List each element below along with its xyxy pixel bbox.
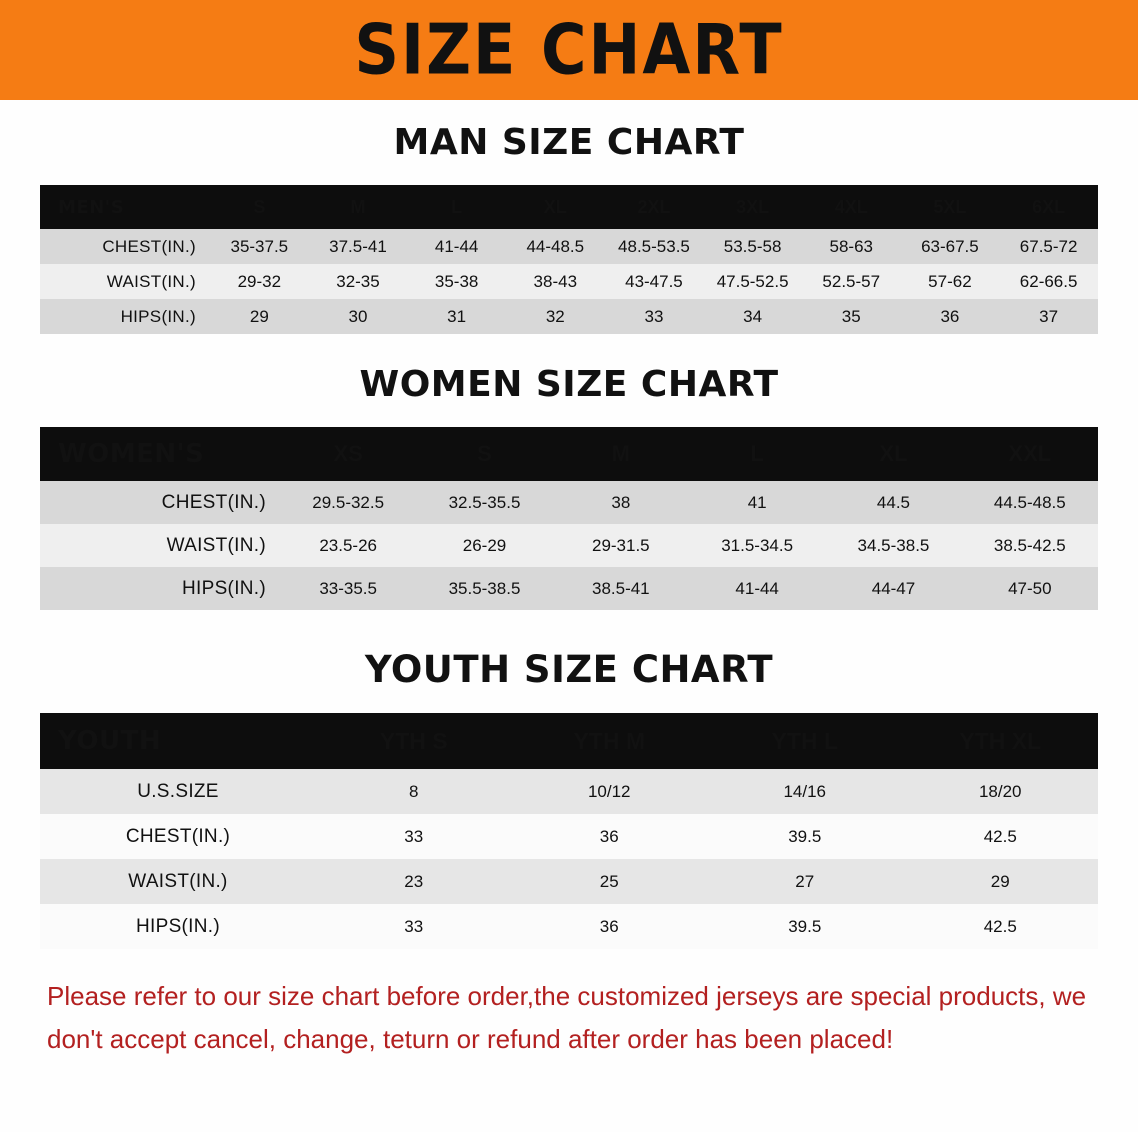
youth-row-label-3: HIPS(IN.) [40, 904, 316, 949]
women-row-label-2: HIPS(IN.) [40, 567, 280, 610]
youth-cell-2-0: 23 [316, 859, 512, 904]
women-row-label-1: WAIST(IN.) [40, 524, 280, 567]
youth-row-label-2: WAIST(IN.) [40, 859, 316, 904]
man-cell-2-8: 37 [999, 299, 1098, 334]
youth-cell-3-3: 42.5 [903, 904, 1099, 949]
women-cell-2-4: 44-47 [825, 567, 961, 610]
man-size-table [40, 185, 1098, 334]
women-cell-0-0: 29.5-32.5 [280, 481, 416, 524]
table-row [40, 299, 1098, 334]
man-cell-0-5: 53.5-58 [703, 229, 802, 264]
man-header-label: MEN'S [40, 185, 210, 229]
man-cell-2-0: 29 [210, 299, 309, 334]
women-cell-1-3: 31.5-34.5 [689, 524, 825, 567]
man-cell-0-2: 41-44 [407, 229, 506, 264]
man-cell-2-5: 34 [703, 299, 802, 334]
man-cell-0-6: 58-63 [802, 229, 901, 264]
man-cell-0-3: 44-48.5 [506, 229, 605, 264]
table-row [40, 859, 1098, 904]
youth-row-label-0: U.S.SIZE [40, 769, 316, 814]
page-title: SIZE CHART [354, 8, 784, 91]
man-table-wrap [40, 185, 1098, 334]
man-cell-1-8: 62-66.5 [999, 264, 1098, 299]
women-cell-0-2: 38 [553, 481, 689, 524]
women-header-label: WOMEN'S [40, 427, 280, 481]
man-section-heading: MAN SIZE CHART [393, 122, 745, 163]
man-size-col-2: L [407, 185, 506, 229]
women-cell-1-4: 34.5-38.5 [825, 524, 961, 567]
youth-size-col-0: YTH S [316, 713, 512, 769]
youth-cell-3-1: 36 [512, 904, 708, 949]
man-row-label-0: CHEST(IN.) [40, 229, 210, 264]
man-cell-2-2: 31 [407, 299, 506, 334]
man-row-label-2: HIPS(IN.) [40, 299, 210, 334]
youth-row-label-1: CHEST(IN.) [40, 814, 316, 859]
man-cell-2-4: 33 [605, 299, 704, 334]
policy-note: Please refer to our size chart before order,the customized jerseys are special products, we don't accept cancel, change, teturn or refund after order has been placed! [47, 981, 1087, 1054]
women-cell-0-1: 32.5-35.5 [416, 481, 552, 524]
man-cell-1-1: 32-35 [309, 264, 408, 299]
women-cell-2-5: 47-50 [962, 567, 1098, 610]
youth-cell-2-1: 25 [512, 859, 708, 904]
man-cell-0-1: 37.5-41 [309, 229, 408, 264]
man-cell-1-5: 47.5-52.5 [703, 264, 802, 299]
women-cell-1-0: 23.5-26 [280, 524, 416, 567]
man-cell-1-4: 43-47.5 [605, 264, 704, 299]
women-cell-2-0: 33-35.5 [280, 567, 416, 610]
man-size-col-1: M [309, 185, 408, 229]
table-row [40, 769, 1098, 814]
man-size-col-3: XL [506, 185, 605, 229]
youth-table-wrap [40, 713, 1098, 949]
youth-size-col-3: YTH XL [903, 713, 1099, 769]
youth-size-table [40, 713, 1098, 949]
man-size-col-0: S [210, 185, 309, 229]
women-row-label-0: CHEST(IN.) [40, 481, 280, 524]
women-cell-2-2: 38.5-41 [553, 567, 689, 610]
man-cell-1-3: 38-43 [506, 264, 605, 299]
table-row [40, 814, 1098, 859]
table-row [40, 264, 1098, 299]
table-row [40, 229, 1098, 264]
youth-cell-2-3: 29 [903, 859, 1099, 904]
man-size-col-5: 3XL [703, 185, 802, 229]
women-table-header-row [40, 427, 1098, 481]
table-row [40, 567, 1098, 610]
youth-cell-0-1: 10/12 [512, 769, 708, 814]
youth-cell-1-0: 33 [316, 814, 512, 859]
women-cell-2-1: 35.5-38.5 [416, 567, 552, 610]
women-size-col-5: XXL [962, 427, 1098, 481]
women-size-col-1: S [416, 427, 552, 481]
women-size-table [40, 427, 1098, 610]
youth-cell-0-3: 18/20 [903, 769, 1099, 814]
women-cell-0-3: 41 [689, 481, 825, 524]
youth-header-label: YOUTH [40, 713, 316, 769]
youth-section-heading: YOUTH SIZE CHART [364, 648, 774, 691]
youth-cell-0-2: 14/16 [707, 769, 903, 814]
youth-size-col-1: YTH M [512, 713, 708, 769]
table-row [40, 481, 1098, 524]
man-cell-2-6: 35 [802, 299, 901, 334]
women-cell-0-4: 44.5 [825, 481, 961, 524]
youth-cell-2-2: 27 [707, 859, 903, 904]
man-size-col-7: 5XL [901, 185, 1000, 229]
man-cell-1-0: 29-32 [210, 264, 309, 299]
women-table-wrap [40, 427, 1098, 610]
youth-cell-3-2: 39.5 [707, 904, 903, 949]
man-cell-1-6: 52.5-57 [802, 264, 901, 299]
man-cell-0-4: 48.5-53.5 [605, 229, 704, 264]
man-cell-0-0: 35-37.5 [210, 229, 309, 264]
women-size-col-3: L [689, 427, 825, 481]
youth-table-header-row [40, 713, 1098, 769]
man-table-header-row [40, 185, 1098, 229]
man-size-col-6: 4XL [802, 185, 901, 229]
man-cell-0-7: 63-67.5 [901, 229, 1000, 264]
man-cell-2-7: 36 [901, 299, 1000, 334]
women-size-col-4: XL [825, 427, 961, 481]
youth-cell-1-1: 36 [512, 814, 708, 859]
man-cell-1-7: 57-62 [901, 264, 1000, 299]
women-size-col-2: M [553, 427, 689, 481]
youth-size-col-2: YTH L [707, 713, 903, 769]
man-cell-2-3: 32 [506, 299, 605, 334]
man-size-col-4: 2XL [605, 185, 704, 229]
man-cell-1-2: 35-38 [407, 264, 506, 299]
women-cell-1-5: 38.5-42.5 [962, 524, 1098, 567]
man-row-label-1: WAIST(IN.) [40, 264, 210, 299]
youth-cell-3-0: 33 [316, 904, 512, 949]
women-section-heading: WOMEN SIZE CHART [359, 364, 779, 405]
page-banner [0, 0, 1138, 100]
women-cell-0-5: 44.5-48.5 [962, 481, 1098, 524]
women-cell-1-1: 26-29 [416, 524, 552, 567]
youth-cell-1-2: 39.5 [707, 814, 903, 859]
table-row [40, 904, 1098, 949]
man-cell-2-1: 30 [309, 299, 408, 334]
women-cell-1-2: 29-31.5 [553, 524, 689, 567]
youth-cell-1-3: 42.5 [903, 814, 1099, 859]
table-row [40, 524, 1098, 567]
man-cell-0-8: 67.5-72 [999, 229, 1098, 264]
women-size-col-0: XS [280, 427, 416, 481]
women-cell-2-3: 41-44 [689, 567, 825, 610]
man-size-col-8: 6XL [999, 185, 1098, 229]
youth-cell-0-0: 8 [316, 769, 512, 814]
